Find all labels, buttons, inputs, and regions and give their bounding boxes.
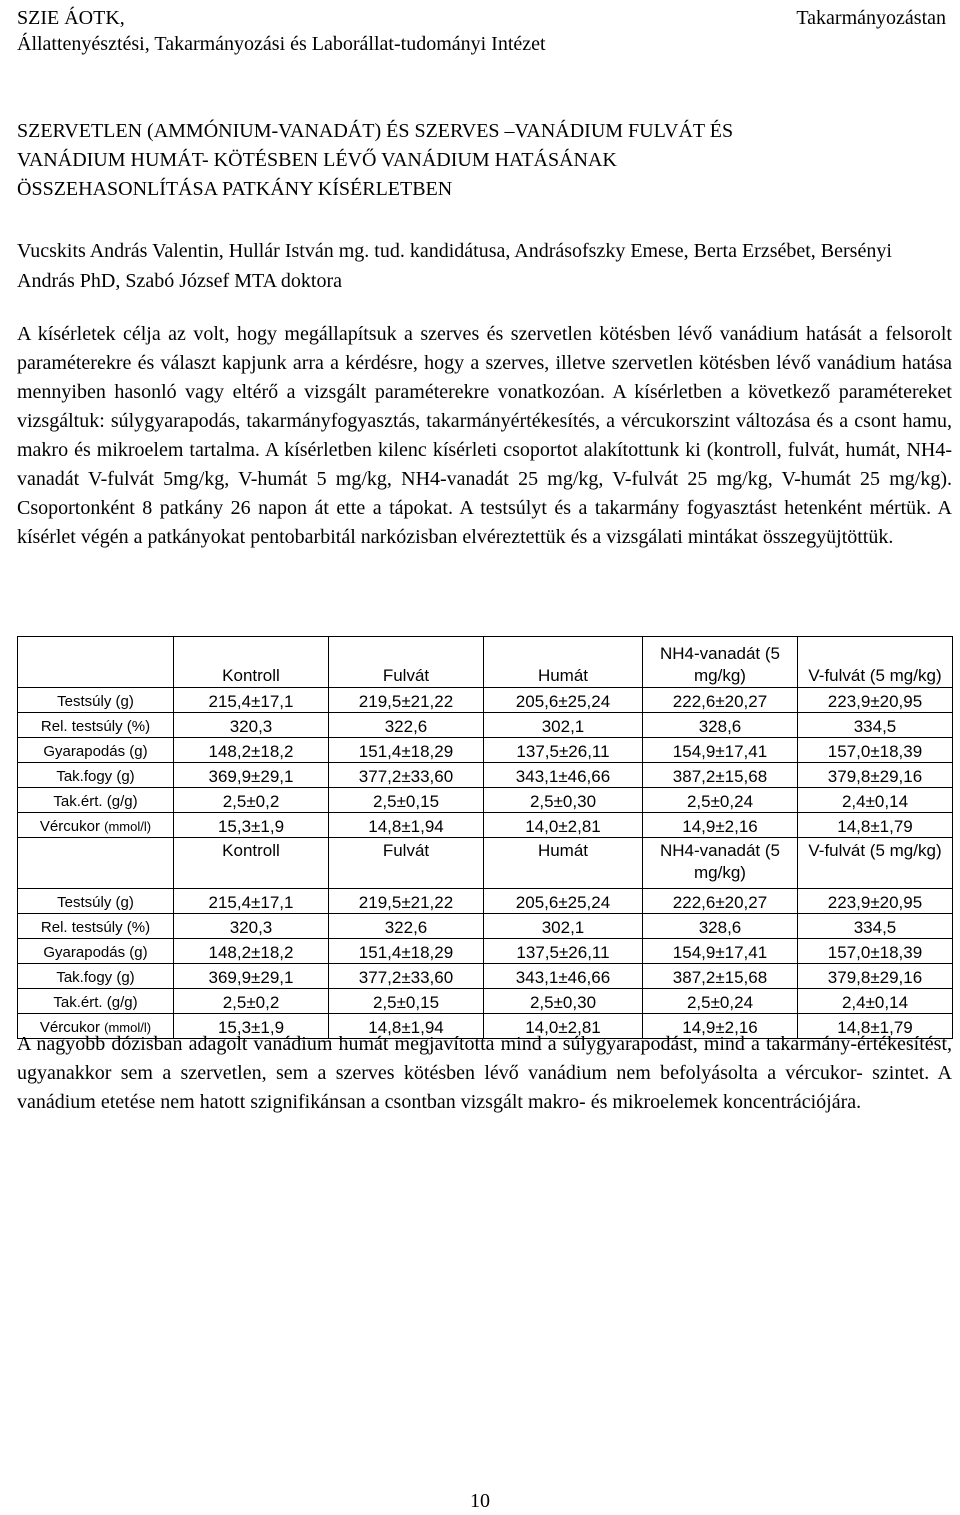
institution-line-1: SZIE ÁOTK, [17,7,125,29]
header-cell: Kontroll [174,838,329,889]
table-cell: 219,5±21,22 [329,889,484,914]
table-row [18,939,953,964]
table-cell: 137,5±26,11 [484,738,643,763]
table-cell: 343,1±46,66 [484,964,643,989]
table-cell: 151,4±18,29 [329,738,484,763]
table-cell: 322,6 [329,713,484,738]
table-row [18,763,953,788]
table-cell: 328,6 [643,713,798,738]
table-cell: 334,5 [798,713,953,738]
abstract-paragraph: A kísérletek célja az volt, hogy megállapítsuk a szerves és szervetlen kötésben lévő vanádium hatását a felsorolt paraméterekre és választ kapjunk arra a kérdésre, hogy a szerves, illetve szervetlen kötésben lévő vanádium hatása mennyiben hasonló vagy eltérő a vizsgált paraméterekre vonatkozóan. A kísérletben a következő paramétereket vizsgáltuk: súlygyarapodás, takarmányfogyasztás, takarmányértékesítés, a vércukorszint változása és a csont hamu, makro és mikroelem tartalma. A kísérletben kilenc kísérleti csoportot alakítottunk ki (kontroll, fulvát, humát, NH4-vanadát V-fulvát 5mg/kg, V-humát 5 mg/kg, NH4-vanadát 25 mg/kg, V-fulvát 25 mg/kg, V-humát 25 mg/kg). Csoportonként 8 patkány 26 napon át ette a tápokat. A testsúlyt és a takarmány fogyasztást hetenként mértük. A kísérlet végén a patkányokat pentobarbitál narkózisban elvéreztettük és a vizsgálati mintákat összegyüjtöttük. [17,323,952,548]
header-cell: Fulvát [329,637,484,688]
row-label: Vércukor (mmol/l) [18,1014,174,1039]
table-cell: 205,6±25,24 [484,889,643,914]
table-cell: 223,9±20,95 [798,889,953,914]
table-row [18,964,953,989]
row-label: Tak.fogy (g) [18,763,174,788]
table-cell: 320,3 [174,914,329,939]
table-row [18,889,953,914]
title-line-1: SZERVETLEN (AMMÓNIUM-VANADÁT) ÉS SZERVES –VANÁDIUM FULVÁT ÉS [17,120,734,142]
table-cell: 379,8±29,16 [798,964,953,989]
table-cell: 157,0±18,39 [798,738,953,763]
header-cell: Fulvát [329,838,484,889]
header-cell: V-fulvát (5 mg/kg) [798,637,953,688]
table-cell: 2,5±0,2 [174,989,329,1014]
results-table [17,636,953,1039]
table-row [18,688,953,713]
table-cell: 14,0±2,81 [484,1014,643,1039]
table-cell: 223,9±20,95 [798,688,953,713]
header-cell: NH4-vanadát (5 mg/kg) [643,838,798,889]
row-label: Testsúly (g) [18,688,174,713]
row-label: Gyarapodás (g) [18,939,174,964]
table-cell: 2,5±0,2 [174,788,329,813]
table-cell: 320,3 [174,713,329,738]
header-corner-cell [18,838,174,889]
table-cell: 15,3±1,9 [174,813,329,838]
header-cell: Kontroll [174,637,329,688]
table-cell: 2,5±0,15 [329,788,484,813]
table-cell: 137,5±26,11 [484,939,643,964]
header-cell: NH4-vanadát (5 mg/kg) [643,637,798,688]
table-cell: 2,5±0,24 [643,989,798,1014]
table-cell: 2,5±0,30 [484,788,643,813]
authors: Vucskits András Valentin, Hullár István mg. tud. kandidátusa, Andrásofszky Emese, Berta Erzsébet, Bersényi András PhD, Szabó József MTA doktora [17,240,892,292]
row-label: Rel. testsúly (%) [18,914,174,939]
table-row [18,989,953,1014]
table-row [18,914,953,939]
table-row [18,713,953,738]
table-cell: 302,1 [484,914,643,939]
row-label: Tak.ért. (g/g) [18,989,174,1014]
institution-header [17,5,546,57]
table-cell: 222,6±20,27 [643,688,798,713]
table-cell: 377,2±33,60 [329,964,484,989]
table-cell: 369,9±29,1 [174,964,329,989]
table-row [18,813,953,838]
table-cell: 215,4±17,1 [174,688,329,713]
journal-header: Takarmányozástan [796,7,946,29]
table-cell: 14,8±1,79 [798,1014,953,1039]
table-cell: 14,8±1,94 [329,813,484,838]
table-cell: 14,9±2,16 [643,813,798,838]
header-cell: Humát [484,637,643,688]
table-cell: 148,2±18,2 [174,738,329,763]
row-label: Tak.ért. (g/g) [18,788,174,813]
table-cell: 151,4±18,29 [329,939,484,964]
table-cell: 2,4±0,14 [798,989,953,1014]
conclusion-paragraph: A nagyobb dózisban adagolt vanádium humát megjavította mind a súlygyarapodást, mind a takarmány-értékesítést, ugyanakkor sem a szervetlen, sem a szerves kötésben lévő vanádium nem befolyásolta a vércukor- szintet. A vanádium etetése nem hatott szignifikánsan a csontban vizsgált makro- és mikroelemek koncentrációjára. [17,1033,952,1113]
page-number: 10 [470,1490,490,1512]
header-cell: Humát [484,838,643,889]
table-row [18,788,953,813]
table-cell: 2,5±0,24 [643,788,798,813]
table-cell: 14,0±2,81 [484,813,643,838]
header-corner-cell [18,637,174,688]
table-header-row [18,637,953,688]
table-cell: 215,4±17,1 [174,889,329,914]
table-row [18,738,953,763]
table-cell: 14,8±1,94 [329,1014,484,1039]
table-cell: 222,6±20,27 [643,889,798,914]
title-line-3: ÖSSZEHASONLÍTÁSA PATKÁNY KÍSÉRLETBEN [17,178,453,200]
table-cell: 377,2±33,60 [329,763,484,788]
table-cell: 343,1±46,66 [484,763,643,788]
row-label: Tak.fogy (g) [18,964,174,989]
row-label: Testsúly (g) [18,889,174,914]
table-cell: 157,0±18,39 [798,939,953,964]
table-cell: 2,4±0,14 [798,788,953,813]
header-cell: V-fulvát (5 mg/kg) [798,838,953,889]
table-cell: 154,9±17,41 [643,939,798,964]
table-cell: 14,8±1,79 [798,813,953,838]
table-cell: 148,2±18,2 [174,939,329,964]
table-cell: 154,9±17,41 [643,738,798,763]
table-cell: 387,2±15,68 [643,763,798,788]
table-cell: 328,6 [643,914,798,939]
table-cell: 379,8±29,16 [798,763,953,788]
institution-line-2: Állattenyésztési, Takarmányozási és Laborállat-tudományi Intézet [17,33,546,55]
table-cell: 14,9±2,16 [643,1014,798,1039]
table-cell: 205,6±25,24 [484,688,643,713]
row-label: Vércukor (mmol/l) [18,813,174,838]
table-cell: 322,6 [329,914,484,939]
paper-title [17,117,917,204]
table-cell: 15,3±1,9 [174,1014,329,1039]
table-cell: 387,2±15,68 [643,964,798,989]
table-cell: 302,1 [484,713,643,738]
table-cell: 2,5±0,30 [484,989,643,1014]
table-header-row-repeat [18,838,953,889]
table-cell: 219,5±21,22 [329,688,484,713]
row-label: Gyarapodás (g) [18,738,174,763]
title-line-2: VANÁDIUM HUMÁT- KÖTÉSBEN LÉVŐ VANÁDIUM HATÁSÁNAK [17,149,617,171]
row-label: Rel. testsúly (%) [18,713,174,738]
table-cell: 334,5 [798,914,953,939]
table-cell: 369,9±29,1 [174,763,329,788]
table-cell: 2,5±0,15 [329,989,484,1014]
